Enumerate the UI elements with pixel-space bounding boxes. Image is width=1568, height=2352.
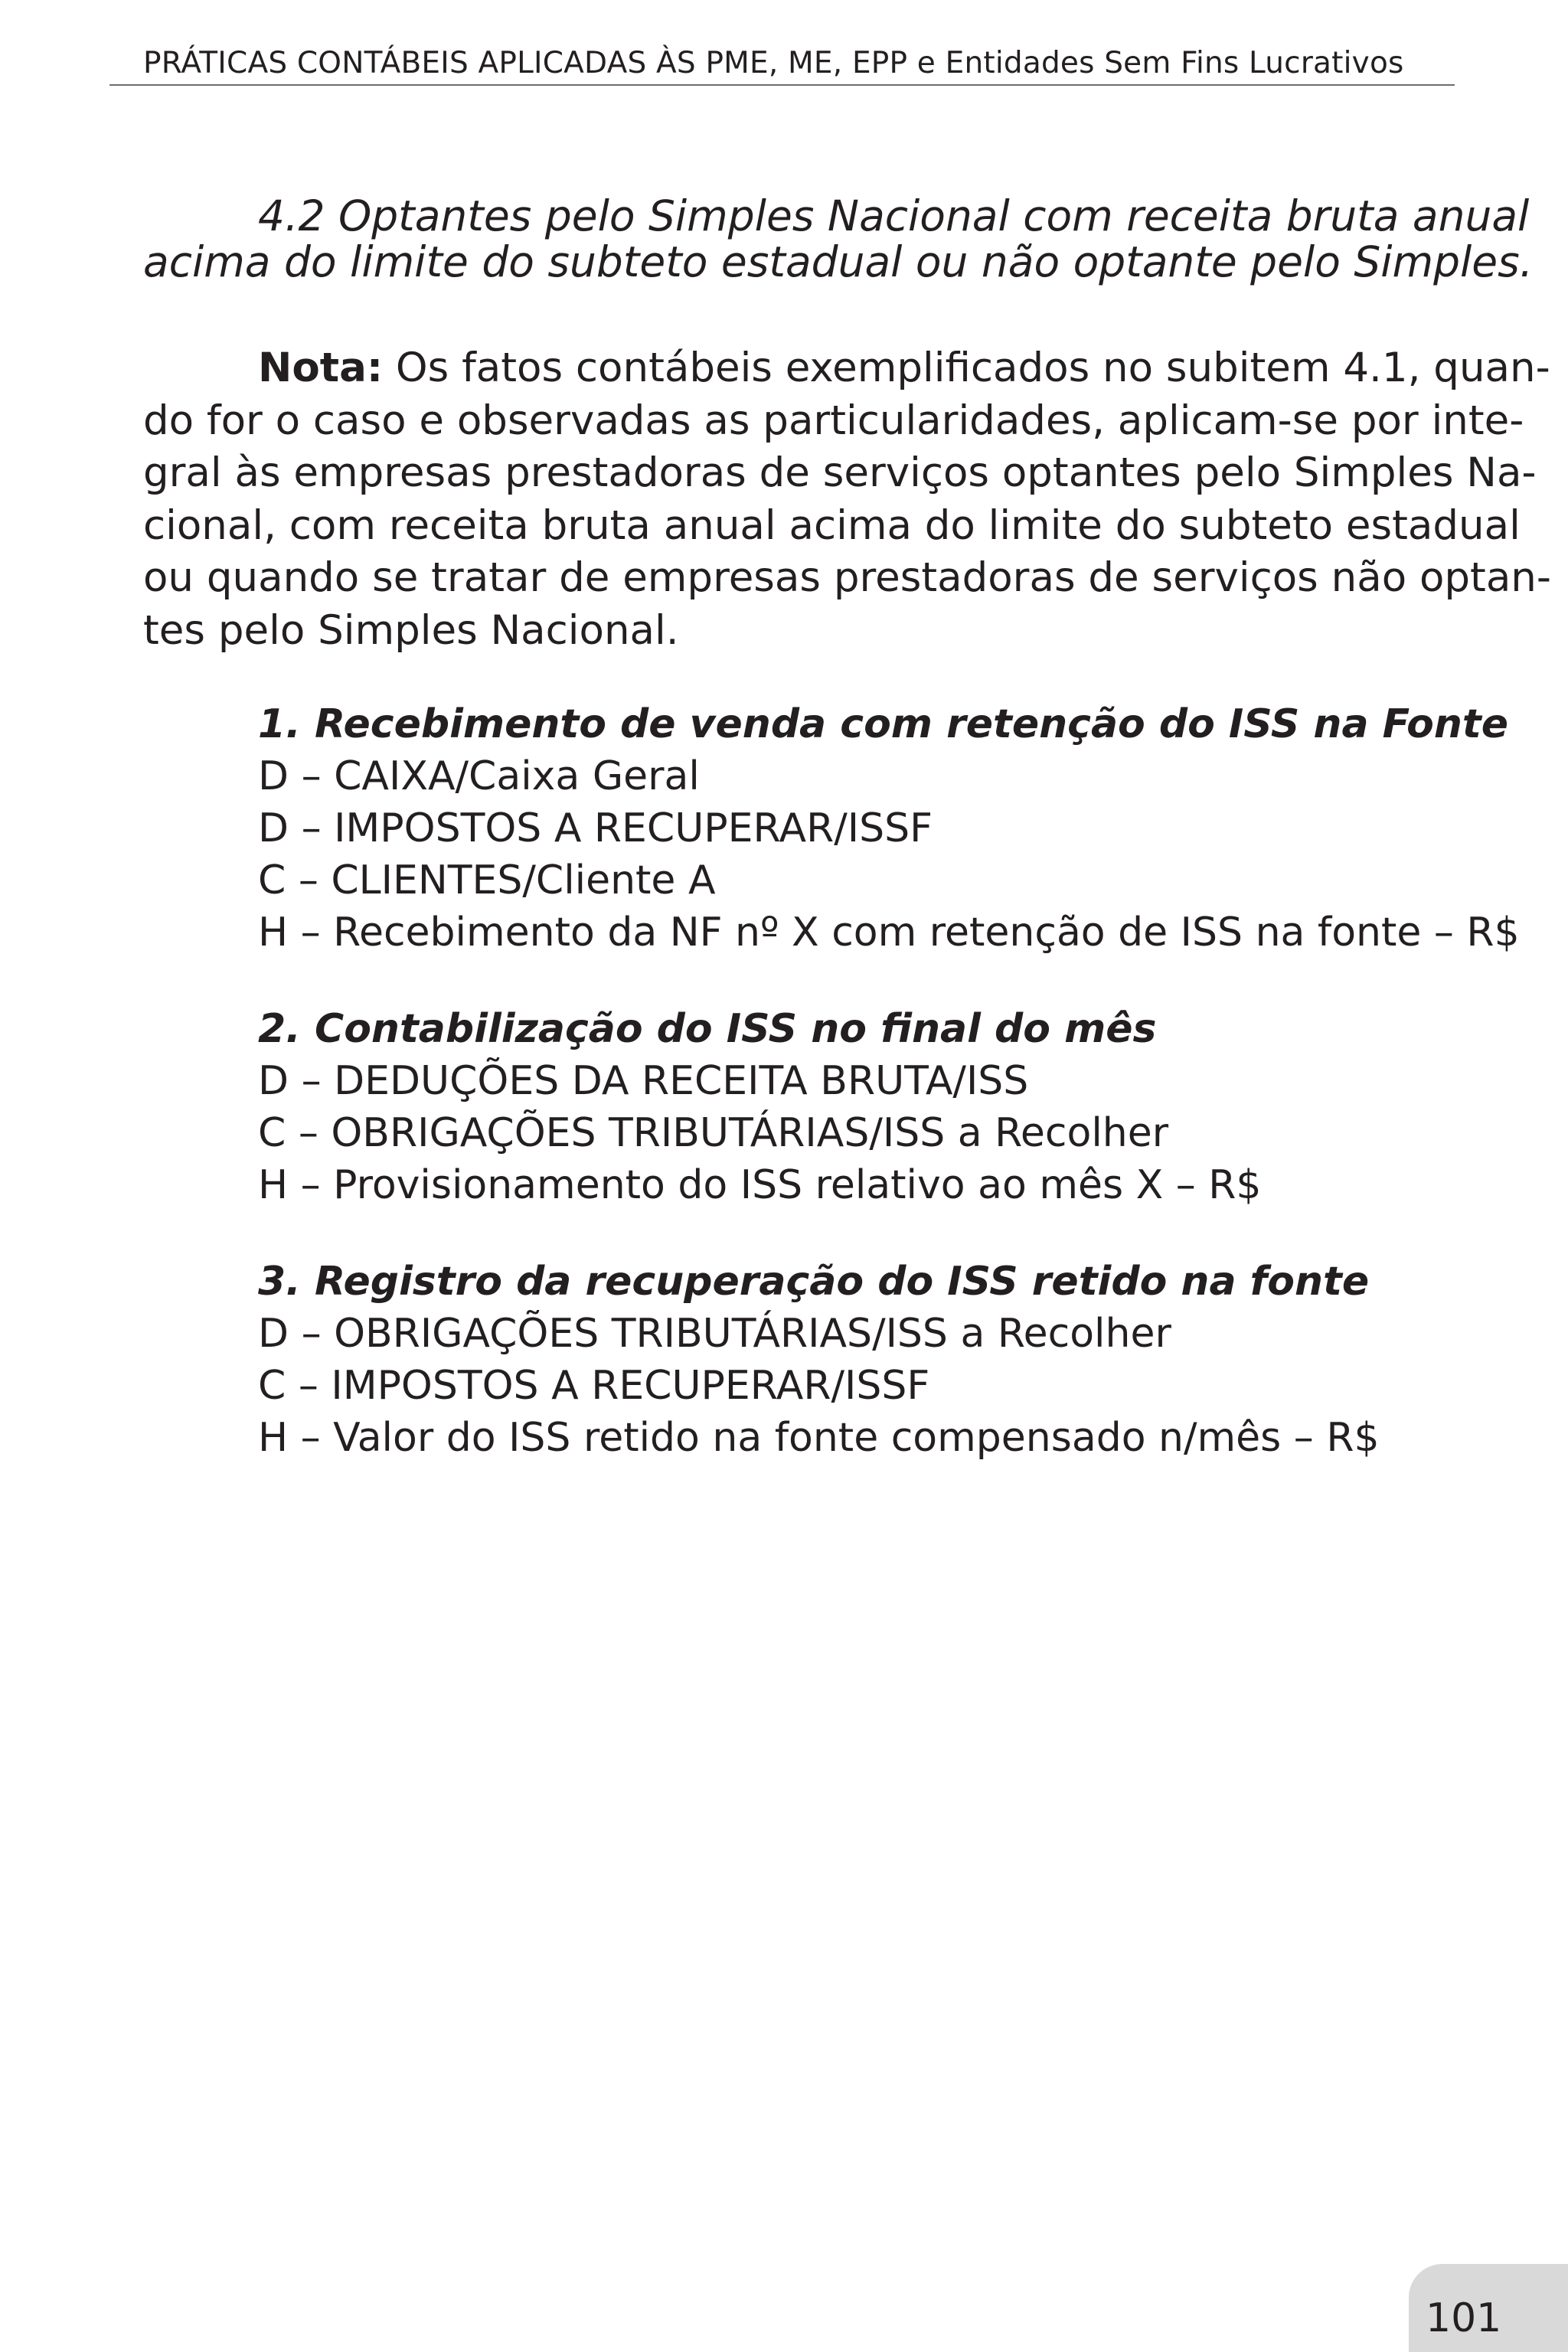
header-divider xyxy=(109,84,1455,86)
note-line: do for o caso e observadas as particularidades, aplicam-se por inte- xyxy=(143,397,1524,444)
subsection-heading-line-1: 4.2 Optantes pelo Simples Nacional com receita bruta anual xyxy=(258,191,1530,240)
entry-credit-line: C – OBRIGAÇÕES TRIBUTÁRIAS/ISS a Recolher xyxy=(258,1110,1169,1156)
note-line: cional, com receita bruta anual acima do limite do subteto estadual xyxy=(143,501,1521,549)
subsection-heading xyxy=(143,191,1534,286)
note-line: gral às empresas prestadoras de serviços optantes pelo Simples Na- xyxy=(143,449,1537,496)
running-header: PRÁTICAS CONTÁBEIS APLICADAS ÀS PME, ME, EPP e Entidades Sem Fins Lucrativos xyxy=(143,46,1404,80)
entry-history-line: H – Valor do ISS retido na fonte compensado n/mês – R$ xyxy=(258,1415,1380,1461)
entry-credit-line: C – IMPOSTOS A RECUPERAR/ISSF xyxy=(258,1363,930,1409)
accounting-entry-2 xyxy=(258,1003,1452,1211)
accounting-entry-1 xyxy=(258,698,1520,959)
subsection-heading-line-2: acima do limite do subteto estadual ou não optante pelo Simples. xyxy=(143,237,1534,286)
entry-debit-line: D – IMPOSTOS A RECUPERAR/ISSF xyxy=(258,805,933,851)
entry-title: 2. Contabilização do ISS no final do mês xyxy=(258,1006,1157,1052)
accounting-entry-3 xyxy=(258,1256,1452,1464)
entry-debit-line: D – DEDUÇÕES DA RECEITA BRUTA/ISS xyxy=(258,1058,1029,1104)
note-paragraph xyxy=(143,342,1552,657)
entry-history-line: H – Provisionamento do ISS relativo ao mês X – R$ xyxy=(258,1162,1262,1208)
entry-title: 3. Registro da recuperação do ISS retido na fonte xyxy=(258,1259,1370,1305)
entry-debit-line: D – OBRIGAÇÕES TRIBUTÁRIAS/ISS a Recolher xyxy=(258,1311,1171,1357)
entry-debit-line: D – CAIXA/Caixa Geral xyxy=(258,753,700,799)
note-line-text: Os fatos contábeis exemplificados no subitem 4.1, quan- xyxy=(383,345,1550,391)
page-number: 101 xyxy=(1426,2295,1502,2341)
note-line: tes pelo Simples Nacional. xyxy=(143,606,679,654)
entry-credit-line: C – CLIENTES/Cliente A xyxy=(258,858,716,903)
note-label: Nota: xyxy=(258,345,384,391)
entry-title: 1. Recebimento de venda com retenção do ISS na Fonte xyxy=(258,701,1508,747)
note-line: ou quando se tratar de empresas prestadoras de serviços não optan- xyxy=(143,554,1552,601)
note-line xyxy=(143,342,1550,395)
entry-history-line: H – Recebimento da NF nº X com retenção de ISS na fonte – R$ xyxy=(258,910,1520,956)
